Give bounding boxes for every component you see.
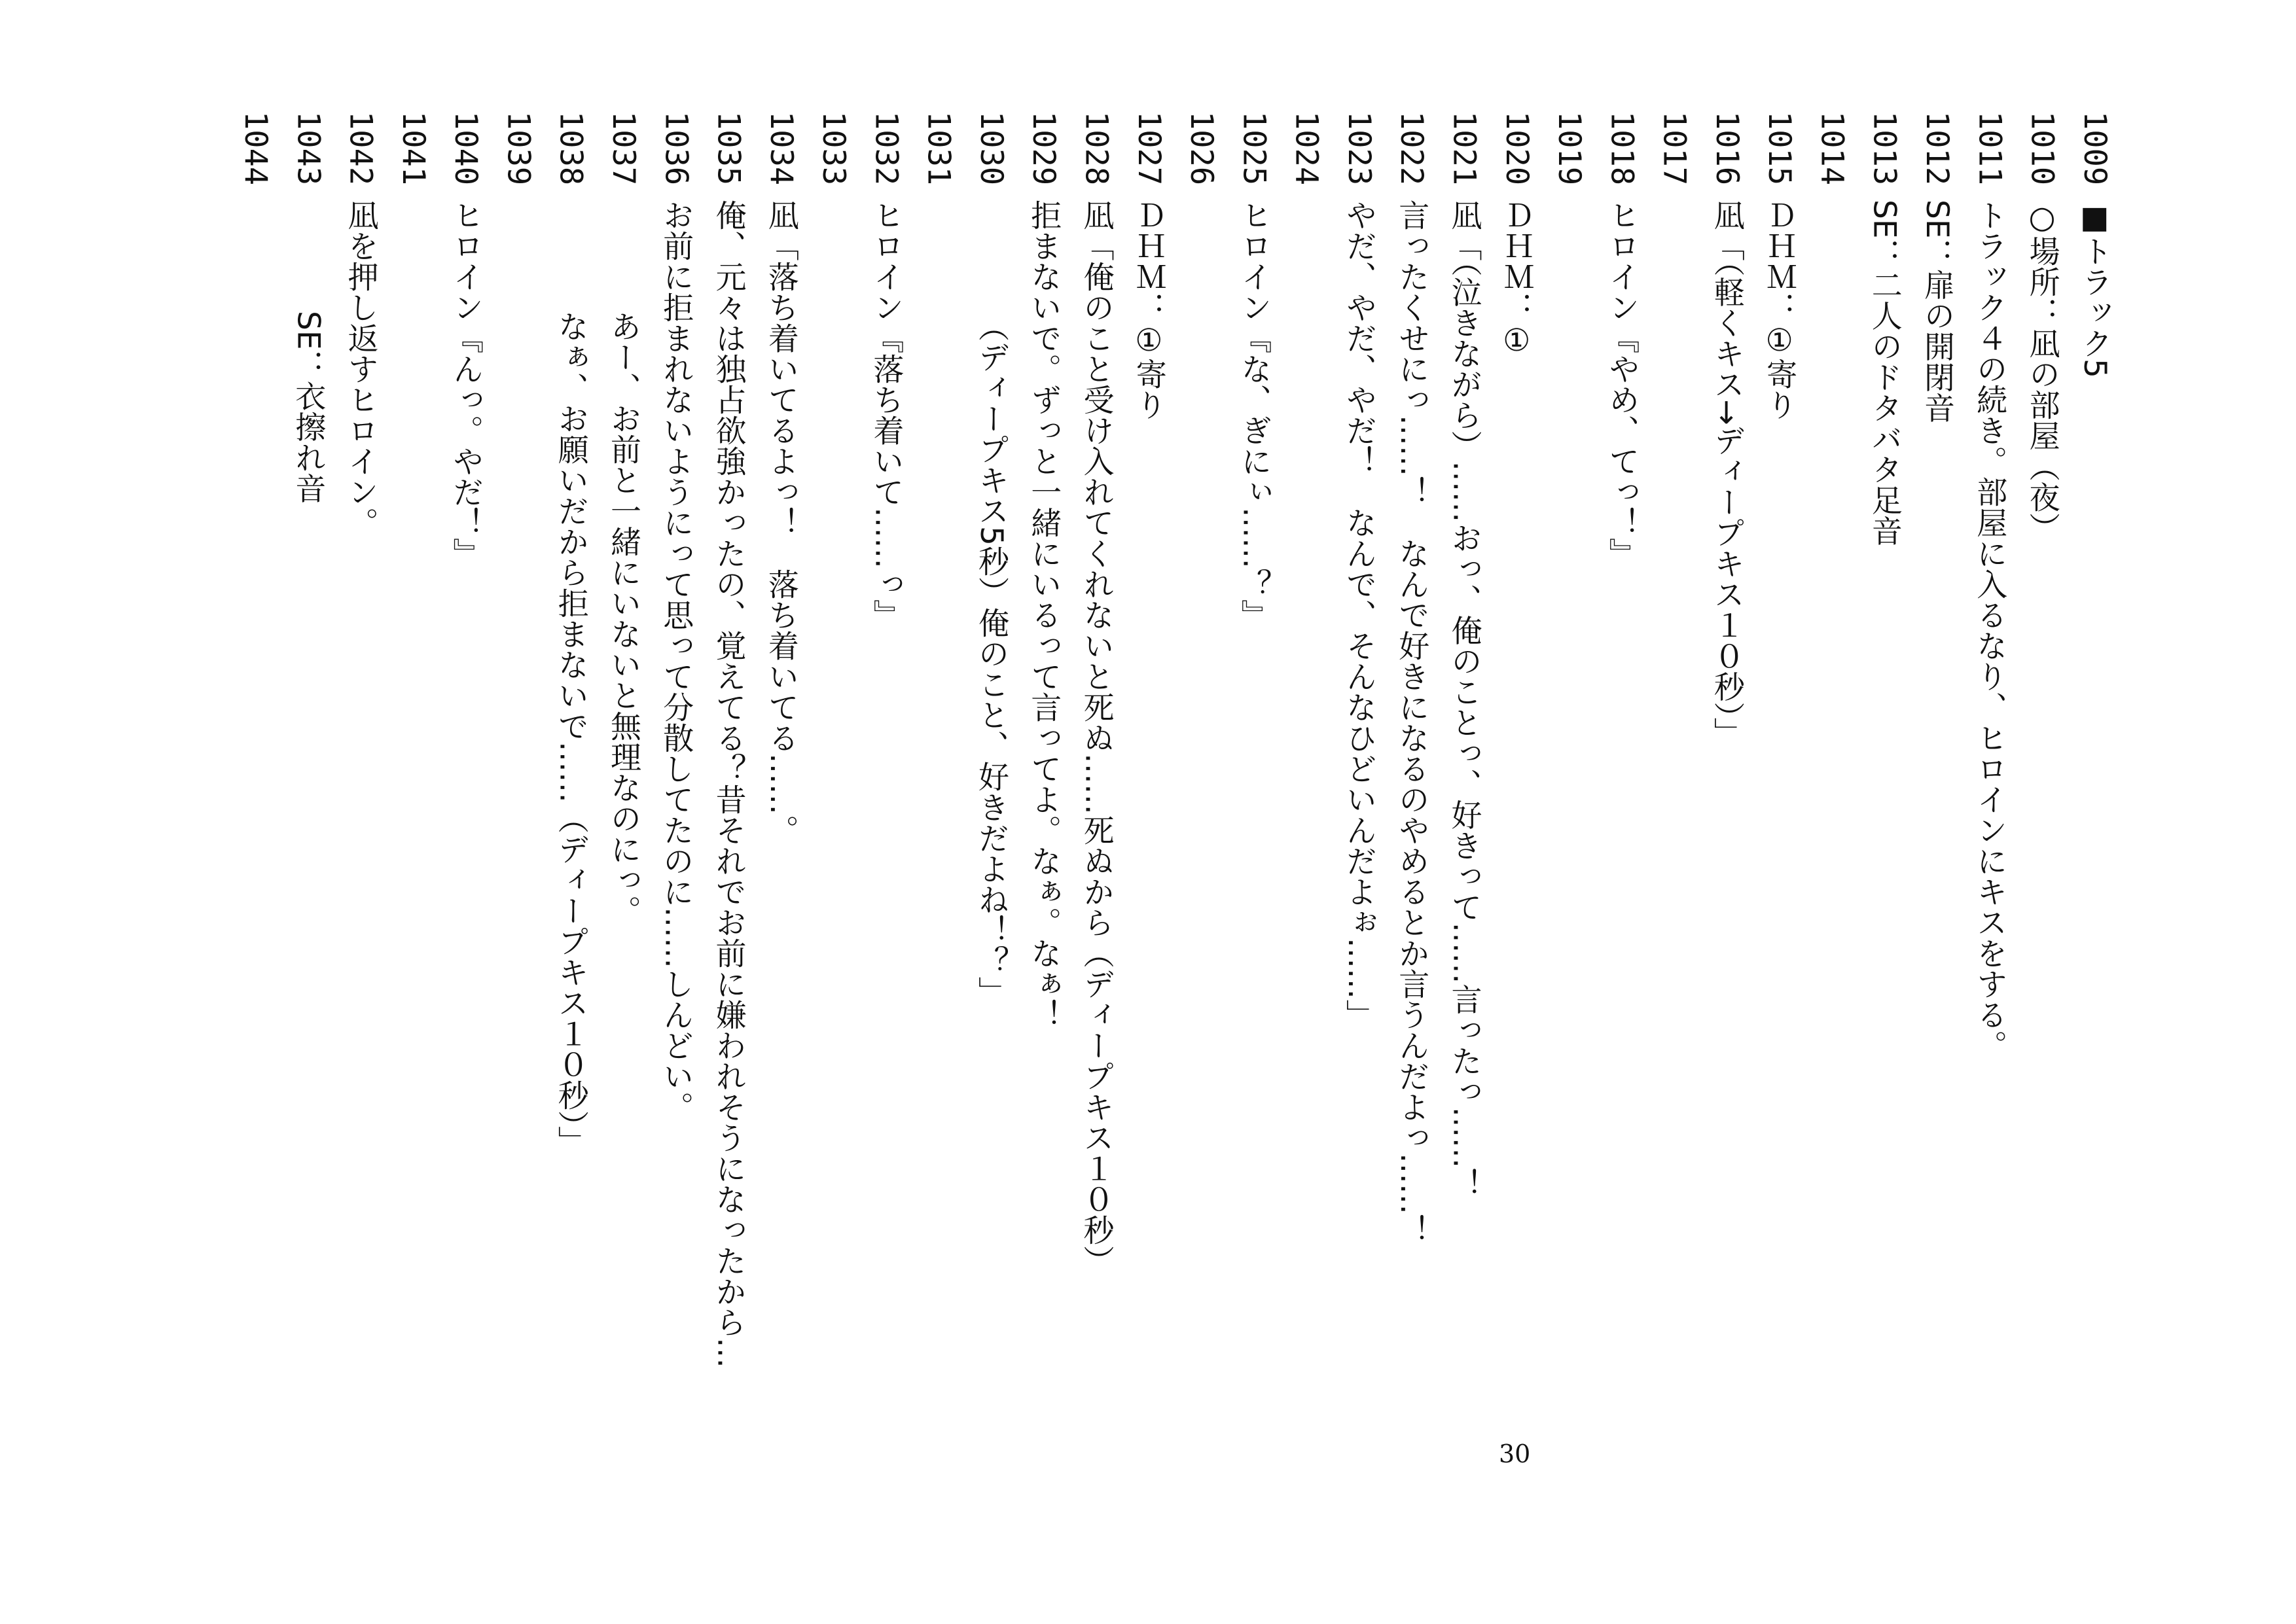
script-line bbox=[1655, 111, 1694, 1387]
line-number: 1012 bbox=[1919, 111, 1955, 186]
line-text: ○場所：凪の部屋（夜） bbox=[2024, 200, 2060, 543]
script-line bbox=[1234, 111, 1273, 1387]
script-line bbox=[1812, 111, 1851, 1387]
line-number: 1044 bbox=[238, 111, 274, 186]
line-number: 1041 bbox=[395, 111, 431, 186]
line-number: 1026 bbox=[1183, 111, 1220, 186]
line-number: 1024 bbox=[1288, 111, 1325, 186]
line-number: 1023 bbox=[1340, 111, 1377, 186]
line-number: 1019 bbox=[1551, 111, 1588, 186]
script-line bbox=[1444, 111, 1483, 1387]
script-line bbox=[814, 111, 853, 1387]
script-line bbox=[1024, 111, 1063, 1387]
script-line bbox=[1549, 111, 1588, 1387]
script-line bbox=[1287, 111, 1326, 1387]
line-text: SE：衣擦れ音 bbox=[290, 311, 327, 504]
line-number: 1011 bbox=[1971, 111, 2008, 186]
line-text: 拒まないで。ずっと一緒にいるって言ってよ。なぁ。なぁ！ bbox=[1026, 200, 1062, 1030]
line-text: ＤＨＭ：①寄り bbox=[1761, 200, 1798, 420]
script-line bbox=[761, 111, 800, 1387]
line-number: 1015 bbox=[1761, 111, 1798, 186]
line-text: ■トラック5 bbox=[2076, 200, 2113, 378]
line-text: ＤＨＭ：①寄り bbox=[1130, 200, 1167, 420]
line-number: 1022 bbox=[1393, 111, 1430, 186]
line-number: 1040 bbox=[448, 111, 484, 186]
line-text: 凪「俺のこと受け入れてくれないと死ぬ……死ぬから（ディープキス１０秒） bbox=[1078, 200, 1115, 1276]
line-number: 1021 bbox=[1446, 111, 1482, 186]
line-number: 1034 bbox=[762, 111, 799, 186]
script-line bbox=[1077, 111, 1116, 1387]
line-number: 1013 bbox=[1866, 111, 1903, 186]
line-number: 1036 bbox=[658, 111, 694, 186]
line-text: 俺、元々は独占欲強かったの、覚えてる？昔それでお前に嫌われそうになったから… bbox=[710, 200, 747, 1368]
line-number: 1028 bbox=[1078, 111, 1115, 186]
line-text: お前に拒まれないようにって思って分散してたのに……しんどい。 bbox=[658, 200, 694, 1122]
line-text: （ディープキス5秒）俺のこと、好きだよね！？」 bbox=[973, 311, 1009, 1007]
line-text: トラック４の続き。部屋に入るなり、ヒロインにキスをする。 bbox=[1971, 200, 2008, 1061]
script-line bbox=[393, 111, 433, 1387]
script-line bbox=[1759, 111, 1799, 1387]
line-number: 1042 bbox=[342, 111, 379, 186]
script-line bbox=[866, 111, 905, 1387]
script-line bbox=[919, 111, 958, 1387]
line-number: 1025 bbox=[1236, 111, 1272, 186]
script-line bbox=[603, 111, 643, 1387]
line-text: ヒロイン『な、ぎにぃ……？』 bbox=[1236, 200, 1272, 630]
line-text: ヒロイン『落ち着いて……っ』 bbox=[868, 200, 905, 630]
line-number: 1033 bbox=[816, 111, 852, 186]
script-line bbox=[1497, 111, 1536, 1387]
line-text: 凪「（泣きながら）……おっ、俺のことっ、好きって……言ったっ……！ bbox=[1446, 200, 1482, 1199]
line-text: ヒロイン『んっ。やだ！』 bbox=[448, 200, 484, 569]
line-number: 1027 bbox=[1130, 111, 1167, 186]
script-line bbox=[288, 111, 327, 1387]
line-number: 1029 bbox=[1026, 111, 1062, 186]
line-number: 1039 bbox=[500, 111, 537, 186]
line-text: SE：二人のドタバタ足音 bbox=[1866, 200, 1903, 546]
line-number: 1014 bbox=[1814, 111, 1850, 186]
line-text: 言ったくせにっ……！ なんで好きになるのやめるとか言うんだよっ……！ bbox=[1393, 200, 1430, 1245]
line-text: SE：扉の開閉音 bbox=[1919, 200, 1955, 423]
script-line bbox=[1707, 111, 1746, 1387]
line-number: 1010 bbox=[2024, 111, 2060, 186]
script-line bbox=[341, 111, 380, 1387]
line-text: ヒロイン『やめ、てっ！』 bbox=[1604, 200, 1640, 569]
script-line bbox=[709, 111, 748, 1387]
script-line bbox=[1339, 111, 1378, 1387]
script-line bbox=[1865, 111, 1904, 1387]
line-number: 1030 bbox=[973, 111, 1009, 186]
line-text: やだ、やだ、やだ！ なんで、そんなひどいんだよぉ……」 bbox=[1340, 200, 1377, 1030]
script-line bbox=[1391, 111, 1431, 1387]
script-line bbox=[236, 111, 275, 1387]
line-number: 1009 bbox=[2076, 111, 2113, 186]
line-number: 1018 bbox=[1604, 111, 1640, 186]
page-number: 30 bbox=[1499, 1439, 1531, 1468]
script-line bbox=[656, 111, 695, 1387]
line-number: 1035 bbox=[710, 111, 747, 186]
script-line bbox=[551, 111, 590, 1387]
script-line bbox=[446, 111, 485, 1387]
script-line bbox=[2022, 111, 2062, 1387]
line-text: あー、お前と一緒にいないと無理なのにっ。 bbox=[605, 311, 641, 926]
script-line bbox=[498, 111, 537, 1387]
script-line bbox=[971, 111, 1011, 1387]
line-number: 1037 bbox=[605, 111, 641, 186]
line-text: ＤＨＭ：① bbox=[1498, 200, 1535, 359]
script-line bbox=[1602, 111, 1641, 1387]
line-text: なぁ、お願いだから拒まないで……（ディープキス１０秒）」 bbox=[552, 311, 589, 1157]
script-line bbox=[1129, 111, 1168, 1387]
script-lines bbox=[236, 111, 2114, 1387]
line-number: 1016 bbox=[1708, 111, 1745, 186]
line-number: 1031 bbox=[920, 111, 957, 186]
line-number: 1038 bbox=[552, 111, 589, 186]
line-text: 凪「落ち着いてるよっ！ 落ち着いてる……。 bbox=[762, 200, 799, 845]
script-line bbox=[1181, 111, 1221, 1387]
line-text: 凪「（軽くキス→ディープキス１０秒）」 bbox=[1708, 200, 1745, 749]
line-number: 1020 bbox=[1498, 111, 1535, 186]
line-number: 1043 bbox=[290, 111, 327, 186]
script-line bbox=[1917, 111, 1956, 1387]
script-line bbox=[1969, 111, 2009, 1387]
line-number: 1017 bbox=[1656, 111, 1693, 186]
line-number: 1032 bbox=[868, 111, 905, 186]
line-text: 凪を押し返すヒロイン。 bbox=[342, 200, 379, 538]
script-line bbox=[2075, 111, 2114, 1387]
